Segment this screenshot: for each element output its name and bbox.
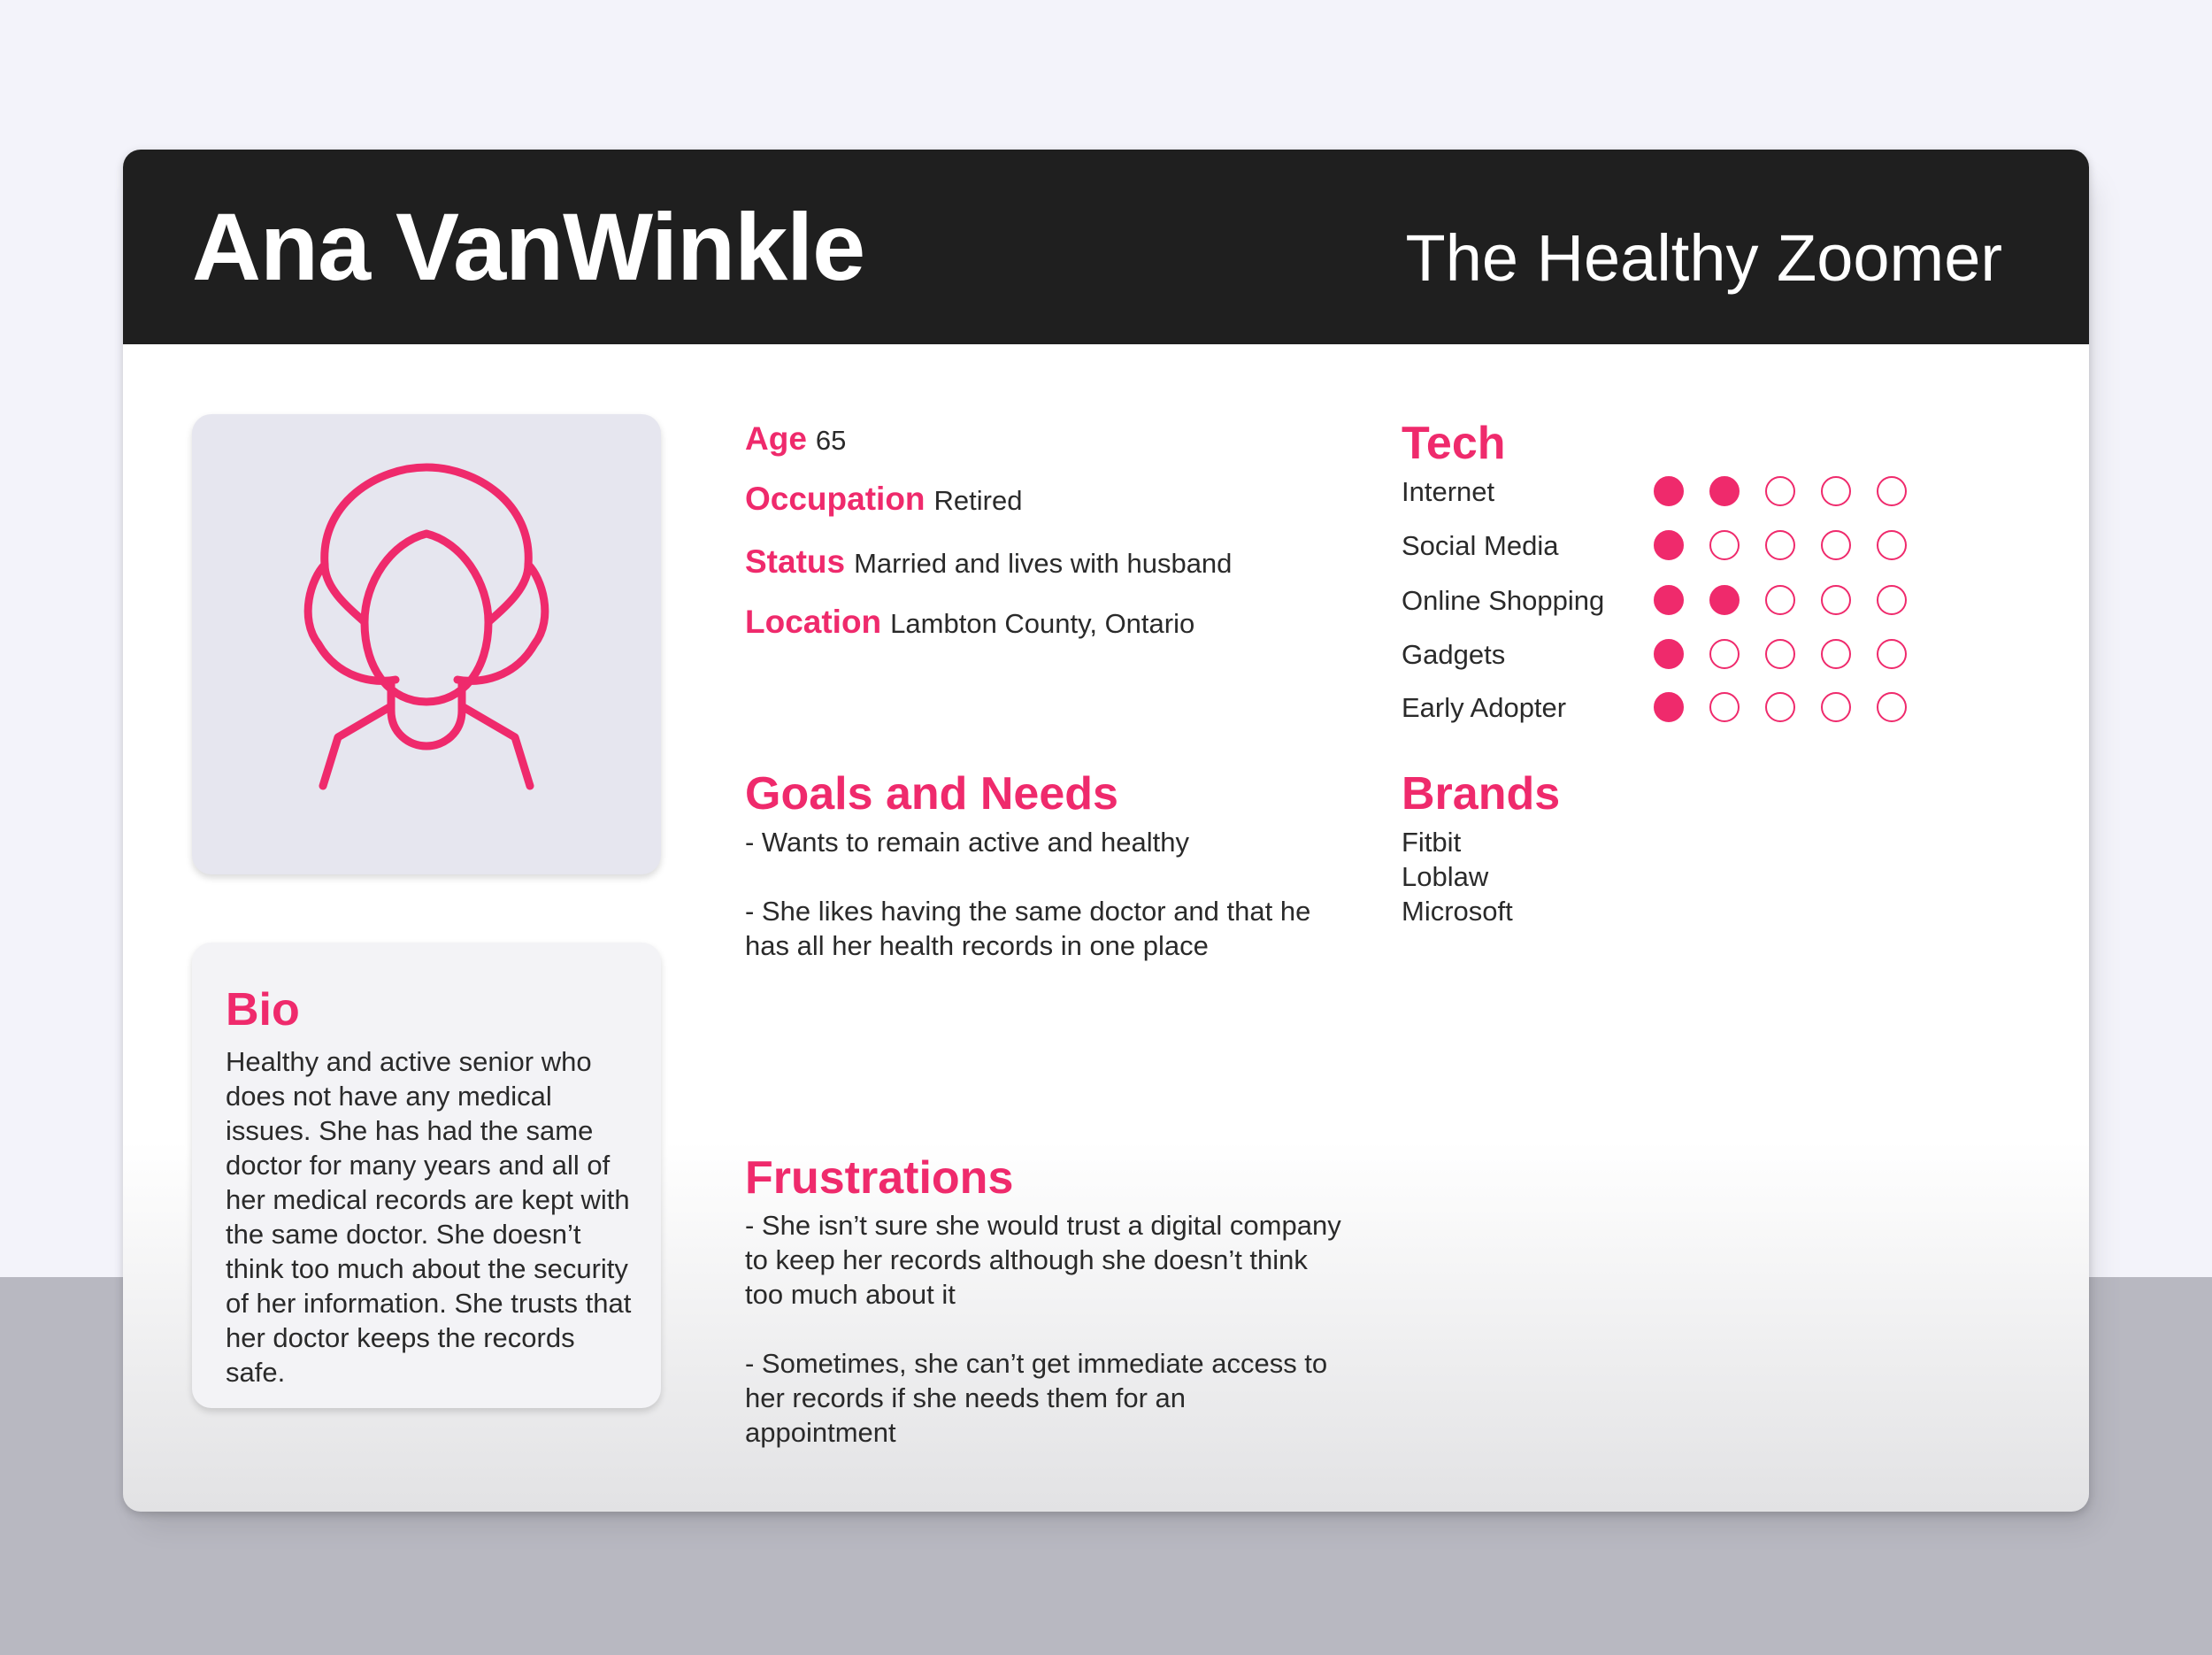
tech-row bbox=[1402, 476, 1932, 512]
goals-title: Goals and Needs bbox=[745, 768, 1118, 820]
detail-label: Location bbox=[745, 604, 882, 640]
detail-value: Retired bbox=[933, 485, 1023, 516]
brand-item: Microsoft bbox=[1402, 896, 1513, 927]
rating-dot-empty bbox=[1877, 476, 1907, 506]
rating-dot-empty bbox=[1765, 585, 1795, 615]
detail-occupation bbox=[745, 481, 1022, 525]
persona-name: Ana VanWinkle bbox=[192, 193, 865, 300]
rating-dot-filled bbox=[1709, 585, 1740, 615]
rating-dot-filled bbox=[1654, 585, 1684, 615]
frustration-item: - Sometimes, she can’t get immediate access to her records if she needs them for an appointment bbox=[745, 1348, 1328, 1448]
rating-dot-empty bbox=[1821, 476, 1851, 506]
tech-label: Internet bbox=[1402, 476, 1495, 507]
detail-status bbox=[745, 543, 1232, 588]
bio-title: Bio bbox=[226, 984, 300, 1035]
rating-dot-empty bbox=[1709, 639, 1740, 669]
persona-header bbox=[123, 150, 2089, 344]
detail-value: Married and lives with husband bbox=[854, 548, 1233, 579]
detail-label: Age bbox=[745, 420, 807, 457]
detail-label: Occupation bbox=[745, 481, 926, 517]
detail-age bbox=[745, 420, 846, 465]
tech-label: Online Shopping bbox=[1402, 585, 1605, 616]
detail-value: 65 bbox=[815, 425, 847, 456]
frustration-item: - She isn’t sure she would trust a digital company to keep her records although she doesn’t think too much about it bbox=[745, 1210, 1341, 1310]
rating-dot-empty bbox=[1709, 692, 1740, 722]
detail-location bbox=[745, 604, 1194, 648]
rating-dot-filled bbox=[1654, 639, 1684, 669]
frustrations-title: Frustrations bbox=[745, 1152, 1014, 1204]
rating-dot-empty bbox=[1877, 530, 1907, 560]
tech-label: Social Media bbox=[1402, 530, 1559, 561]
rating-dot-empty bbox=[1709, 530, 1740, 560]
tech-title: Tech bbox=[1402, 418, 1506, 469]
rating-dot-empty bbox=[1877, 692, 1907, 722]
bio-card bbox=[192, 943, 661, 1408]
rating-dot-empty bbox=[1877, 639, 1907, 669]
bio-text: Healthy and active senior who does not have any medical issues. She has had the same doctor for many years and all of her medical records are kept with the same doctor. She doesn’t think too much about the security of her information. She trusts that her doctor keeps the records safe. bbox=[226, 1046, 632, 1388]
rating-dot-empty bbox=[1765, 530, 1795, 560]
rating-dot-filled bbox=[1654, 476, 1684, 506]
tech-row bbox=[1402, 585, 1932, 620]
rating-dot-empty bbox=[1765, 692, 1795, 722]
detail-label: Status bbox=[745, 543, 846, 580]
persona-card bbox=[123, 150, 2089, 1512]
goal-item: - Wants to remain active and healthy bbox=[745, 827, 1189, 858]
tech-row bbox=[1402, 530, 1932, 566]
rating-dot-filled bbox=[1654, 692, 1684, 722]
tech-row bbox=[1402, 639, 1932, 674]
rating-dot-empty bbox=[1821, 692, 1851, 722]
rating-dot-empty bbox=[1821, 639, 1851, 669]
avatar bbox=[192, 414, 661, 874]
brand-item: Loblaw bbox=[1402, 861, 1489, 892]
detail-value: Lambton County, Ontario bbox=[890, 608, 1195, 639]
goal-item: - She likes having the same doctor and that he has all her health records in one place bbox=[745, 896, 1311, 961]
rating-dot-filled bbox=[1654, 530, 1684, 560]
woman-avatar-icon bbox=[192, 414, 661, 874]
tech-label: Gadgets bbox=[1402, 639, 1506, 670]
tech-row bbox=[1402, 692, 1932, 727]
rating-dot-empty bbox=[1877, 585, 1907, 615]
rating-dot-filled bbox=[1709, 476, 1740, 506]
rating-dot-empty bbox=[1821, 530, 1851, 560]
rating-dot-empty bbox=[1765, 639, 1795, 669]
rating-dot-empty bbox=[1765, 476, 1795, 506]
persona-tagline: The Healthy Zoomer bbox=[1405, 221, 2002, 295]
brands-title: Brands bbox=[1402, 768, 1561, 820]
tech-label: Early Adopter bbox=[1402, 692, 1567, 723]
rating-dot-empty bbox=[1821, 585, 1851, 615]
brand-item: Fitbit bbox=[1402, 827, 1462, 858]
